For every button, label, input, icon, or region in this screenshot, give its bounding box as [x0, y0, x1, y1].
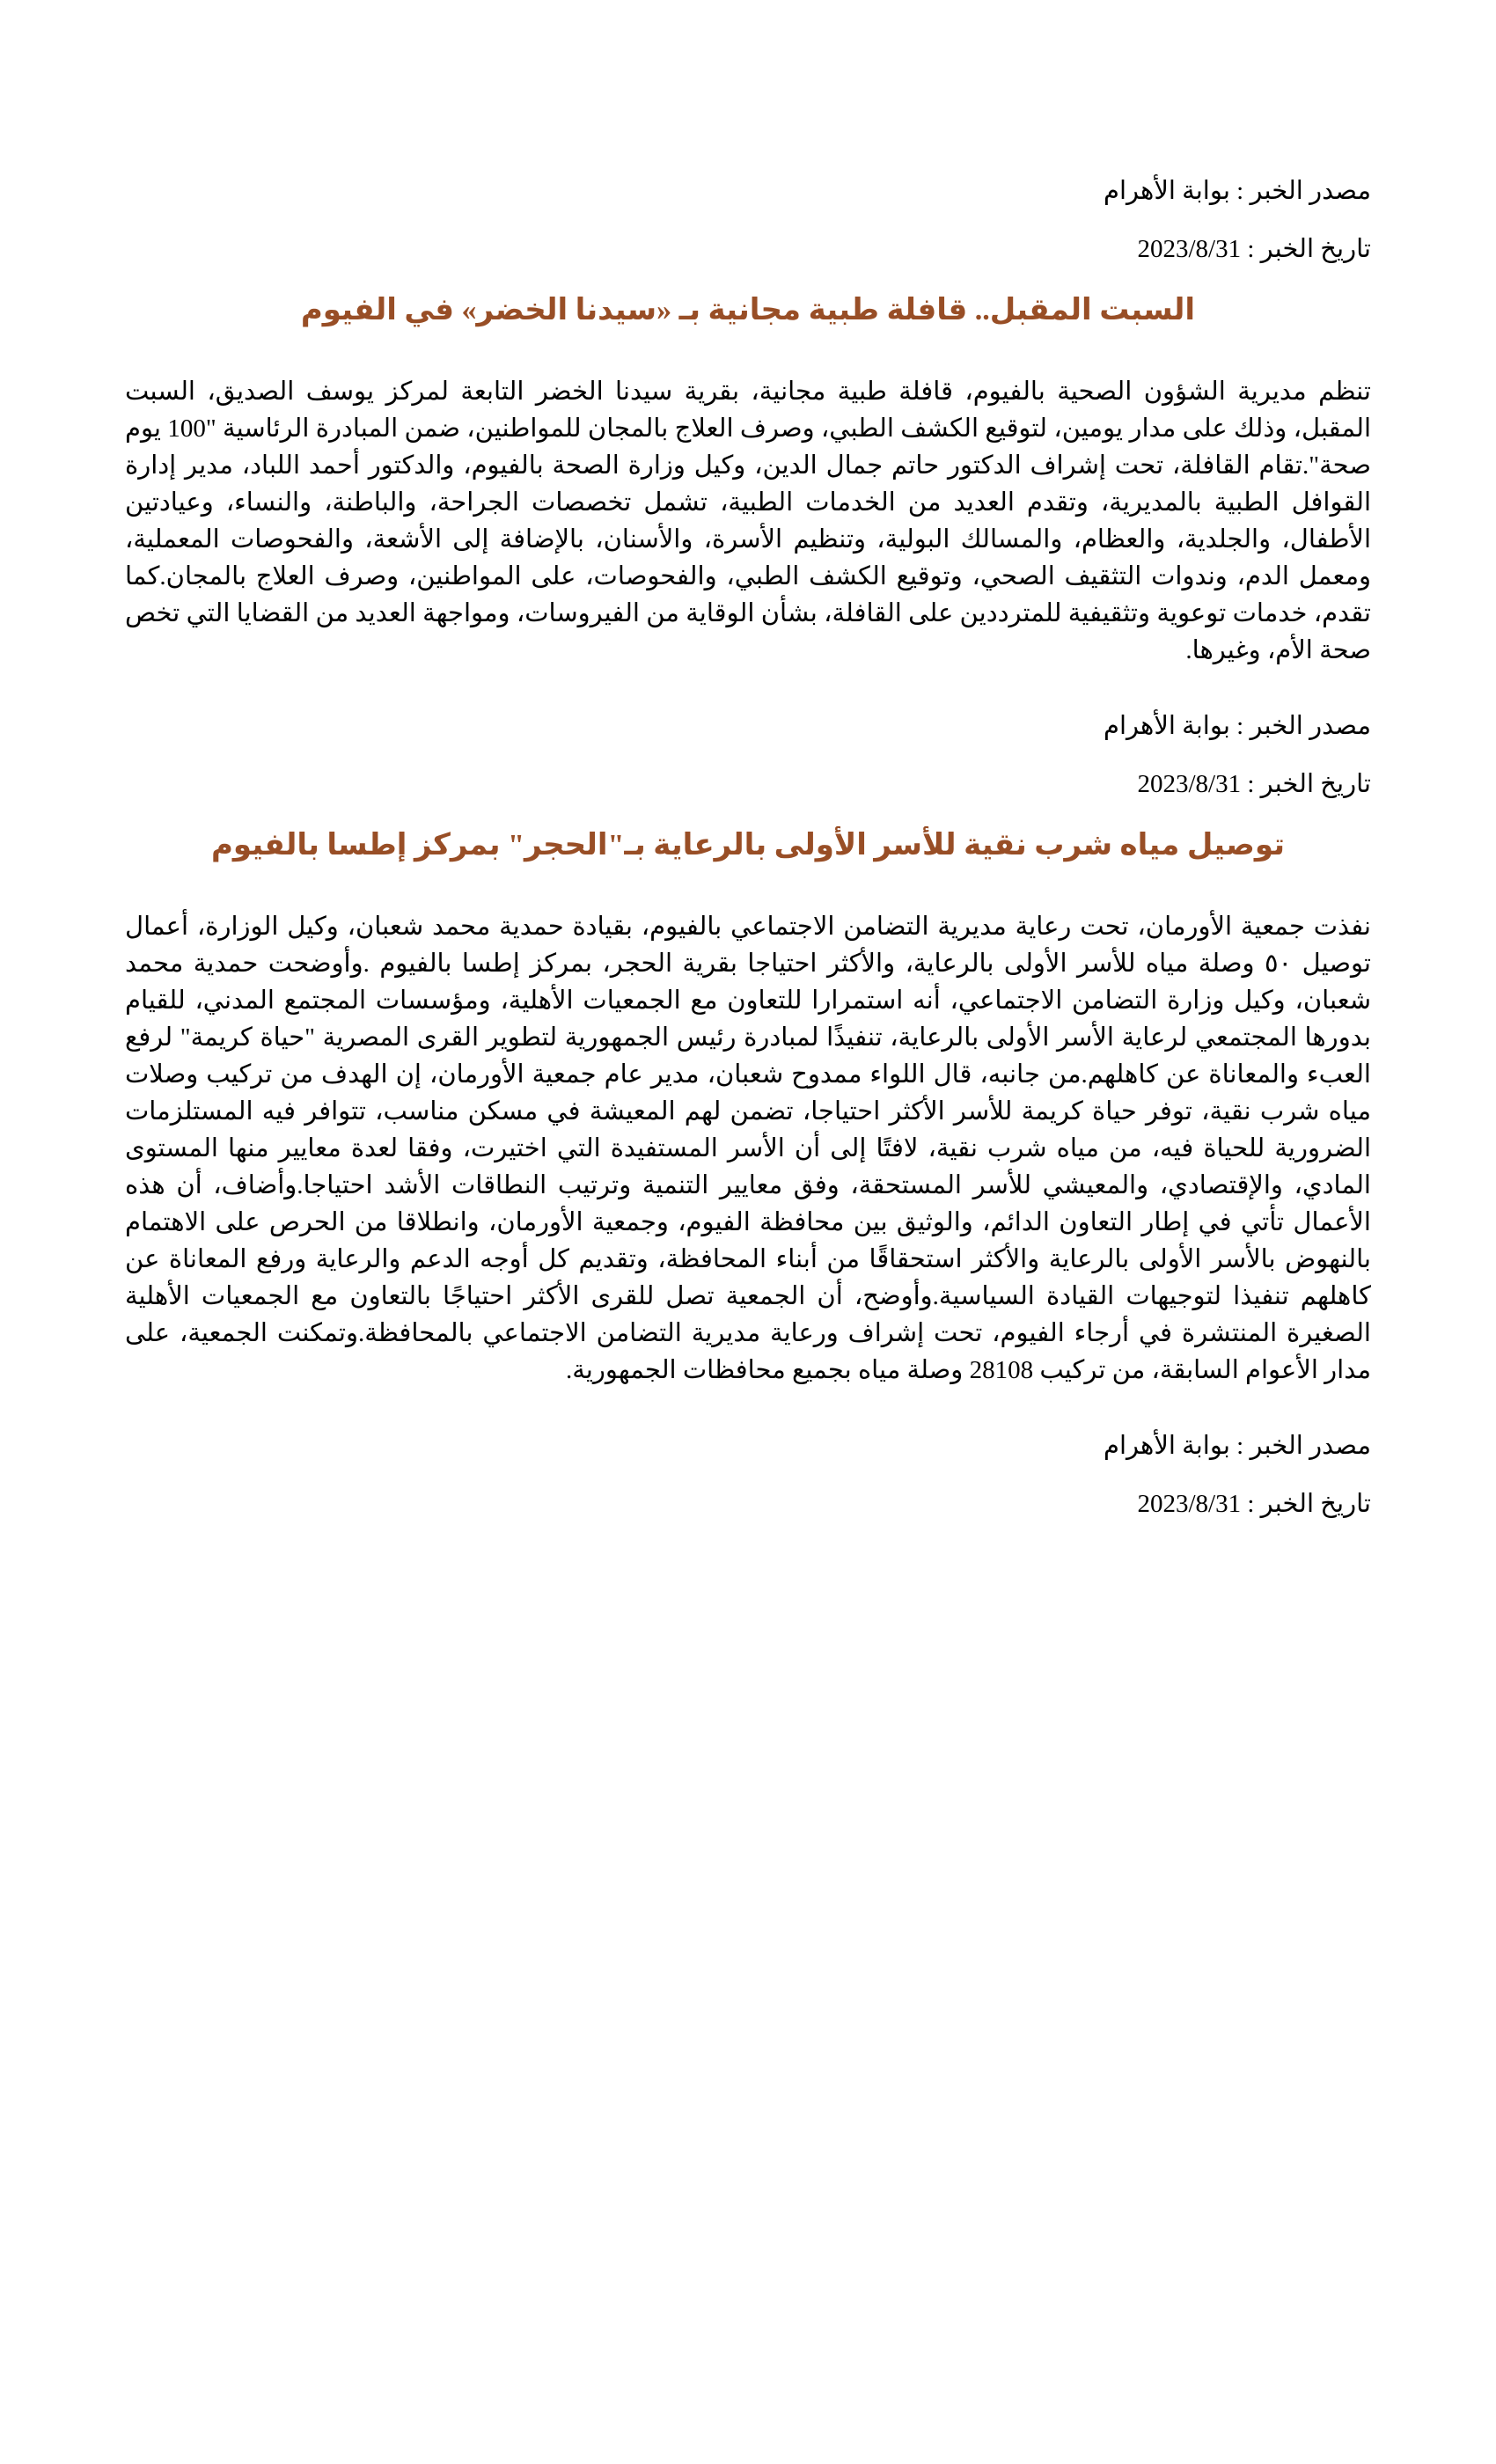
article-1-source-line: مصدر الخبر : بوابة الأهرام — [1104, 177, 1371, 205]
trailing-date-line: تاريخ الخبر : 2023/8/31 — [1137, 1490, 1371, 1518]
article-1-body: تنظم مديرية الشؤون الصحية بالفيوم، قافلة طبية مجانية، بقرية سيدنا الخضر التابعة لمركز يوسف الصديق، السبت المقبل، وذلك على مدار يومين، لتوقيع الكشف الطبي، وصرف العلاج بالمجان للمواطنين، ضمن المبادرة الرئاسية "100 يوم صحة".تقام القافلة، تحت إشراف الدكتور حاتم جمال الدين، وكيل وزارة الصحة بالفيوم، والدكتور أحمد اللباد، مدير إدارة القوافل الطبية بالمديرية، وتقدم العديد من الخدمات الطبية، تشمل تخصصات الجراحة، والباطنة، والنساء، وعيادتين الأطفال، والجلدية، والعظام، والمسالك البولية، وتنظيم الأسرة، والأسنان، بالإضافة إلى الأشعة، والفحوصات المعملية، ومعمل الدم، وندوات التثقيف الصحي، وتوقيع الكشف الطبي، والفحوصات، على المواطنين، وصرف العلاج بالمجان.كما تقدم، خدمات توعوية وتثقيفية للمترددين على القافلة، بشأن الوقاية من الفيروسات، ومواجهة العديد من القضايا التي تخص صحة الأم، وغيرها. — [125, 378, 1371, 664]
article-2-body: نفذت جمعية الأورمان، تحت رعاية مديرية التضامن الاجتماعي بالفيوم، بقيادة حمدية محمد شعبان، وكيل الوزارة، أعمال توصيل ٥٠ وصلة مياه للأسر الأولى بالرعاية، والأكثر احتياجا بقرية الحجر، بمركز إطسا بالفيوم .وأوضحت حمدية محمد شعبان، وكيل وزارة التضامن الاجتماعي، أنه استمرارا للتعاون مع الجمعيات الأهلية، ومؤسسات المجتمع المدني، للقيام بدورها المجتمعي لرعاية الأسر الأولى بالرعاية، تنفيذًا لمبادرة رئيس الجمهورية لتطوير القرى المصرية "حياة كريمة" لرفع العبء والمعاناة عن كاهلهم.من جانبه، قال اللواء ممدوح شعبان، مدير عام جمعية الأورمان، إن الهدف من تركيب وصلات مياه شرب نقية، توفر حياة كريمة للأسر الأكثر احتياجا، تضمن لهم المعيشة في مسكن مناسب، تتوافر فيه المستلزمات الضرورية للحياة فيه، من مياه شرب نقية، لافتًا إلى أن الأسر المستفيدة التي اختيرت، وفقا لعدة معايير منها المستوى المادي، والإقتصادي، والمعيشي للأسر المستحقة، وفق معايير التنمية وترتيب النطاقات الأشد احتياجا.وأضاف، أن هذه الأعمال تأتي في إطار التعاون الدائم، والوثيق بين محافظة الفيوم، وجمعية الأورمان، وانطلاقا من الحرص على الاهتمام بالنهوض بالأسر الأولى بالرعاية والأكثر استحقاقًا من أبناء المحافظة، وتقديم كل أوجه الدعم والرعاية ورفع المعاناة عن كاهلهم تنفيذا لتوجيهات القيادة السياسية.وأوضح، أن الجمعية تصل للقرى الأكثر احتياجًا بالتعاون مع الجمعيات الأهلية الصغيرة المنتشرة في أرجاء الفيوم، تحت إشراف ورعاية مديرية التضامن الاجتماعي بالمحافظة.وتمكنت الجمعية، على مدار الأعوام السابقة، من تركيب 28108 وصلة مياه بجميع محافظات الجمهورية. — [125, 913, 1371, 1384]
article-2-headline: توصيل مياه شرب نقية للأسر الأولى بالرعاية بـ"الحجر" بمركز إطسا بالفيوم — [211, 829, 1285, 862]
article-2-source-line: مصدر الخبر : بوابة الأهرام — [1104, 712, 1371, 740]
trailing-meta-block — [125, 1427, 1371, 1522]
article-2-date-line: تاريخ الخبر : 2023/8/31 — [1137, 770, 1371, 798]
article-2 — [125, 708, 1371, 1389]
article-1-headline: السبت المقبل.. قافلة طبية مجانية بـ «سيدنا الخضر» في الفيوم — [300, 294, 1196, 326]
trailing-source-line: مصدر الخبر : بوابة الأهرام — [1104, 1432, 1371, 1460]
article-1 — [125, 172, 1371, 669]
article-1-date-line: تاريخ الخبر : 2023/8/31 — [1137, 235, 1371, 263]
